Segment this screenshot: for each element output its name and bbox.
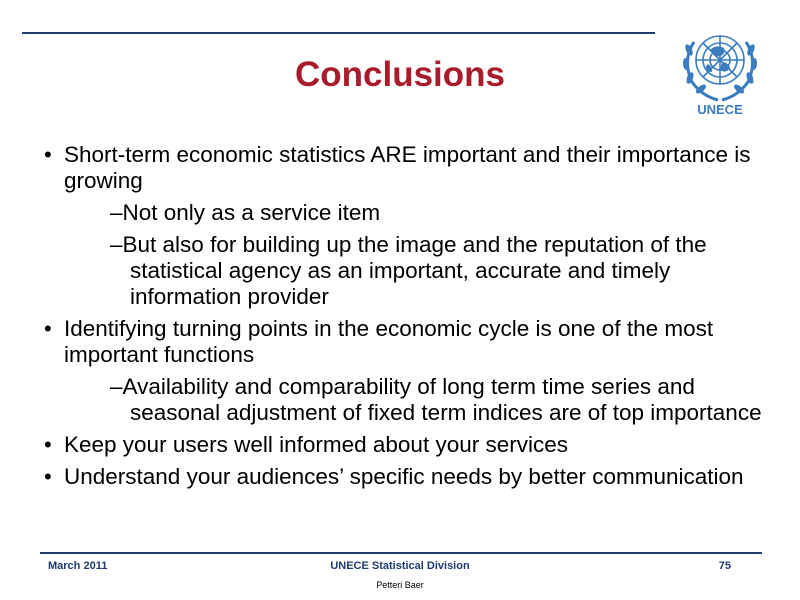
bullet-item — [44, 464, 764, 490]
sub-bullet-text: Availability and comparability of long term time series and seasonal adjustment of fixed term indices are of top importance — [122, 374, 762, 425]
sub-bullet-text: Not only as a service item — [122, 200, 381, 225]
bullet-text: Short-term economic statistics ARE important and their importance is growing — [64, 142, 751, 193]
footer-page-number: 75 — [718, 560, 731, 572]
sub-bullet-marker: – — [110, 374, 123, 399]
bullet-item — [44, 142, 764, 194]
un-emblem-icon — [674, 20, 766, 102]
sub-bullet-marker: – — [110, 200, 123, 225]
footer-author: Petteri Baer — [376, 580, 424, 590]
footer-date: March 2011 — [48, 560, 108, 572]
slide-body — [44, 142, 764, 496]
bottom-divider — [40, 552, 762, 554]
bullet-text: Understand your audiences’ specific needs by better communication — [64, 464, 744, 489]
bullet-text: Keep your users well informed about your services — [64, 432, 568, 457]
sub-bullet-text: But also for building up the image and the reputation of the statistical agency as an important, accurate and timely information provider — [122, 232, 707, 309]
sub-bullet-marker: – — [110, 232, 123, 257]
bullet-marker: • — [44, 432, 52, 457]
sub-bullet-item — [77, 200, 764, 226]
footer-organization: UNECE Statistical Division — [330, 560, 470, 572]
sub-bullet-item — [77, 232, 764, 310]
bullet-item — [44, 432, 764, 458]
bullet-text: Identifying turning points in the economic cycle is one of the most important functions — [64, 316, 714, 367]
sub-bullet-item — [77, 374, 764, 426]
bullet-item — [44, 316, 764, 368]
logo-label: UNECE — [697, 102, 743, 117]
top-divider — [22, 32, 655, 34]
slide-title: Conclusions — [294, 55, 506, 94]
bullet-marker: • — [44, 464, 52, 489]
bullet-marker: • — [44, 142, 52, 167]
bullet-marker: • — [44, 316, 52, 341]
unece-logo — [674, 20, 766, 122]
